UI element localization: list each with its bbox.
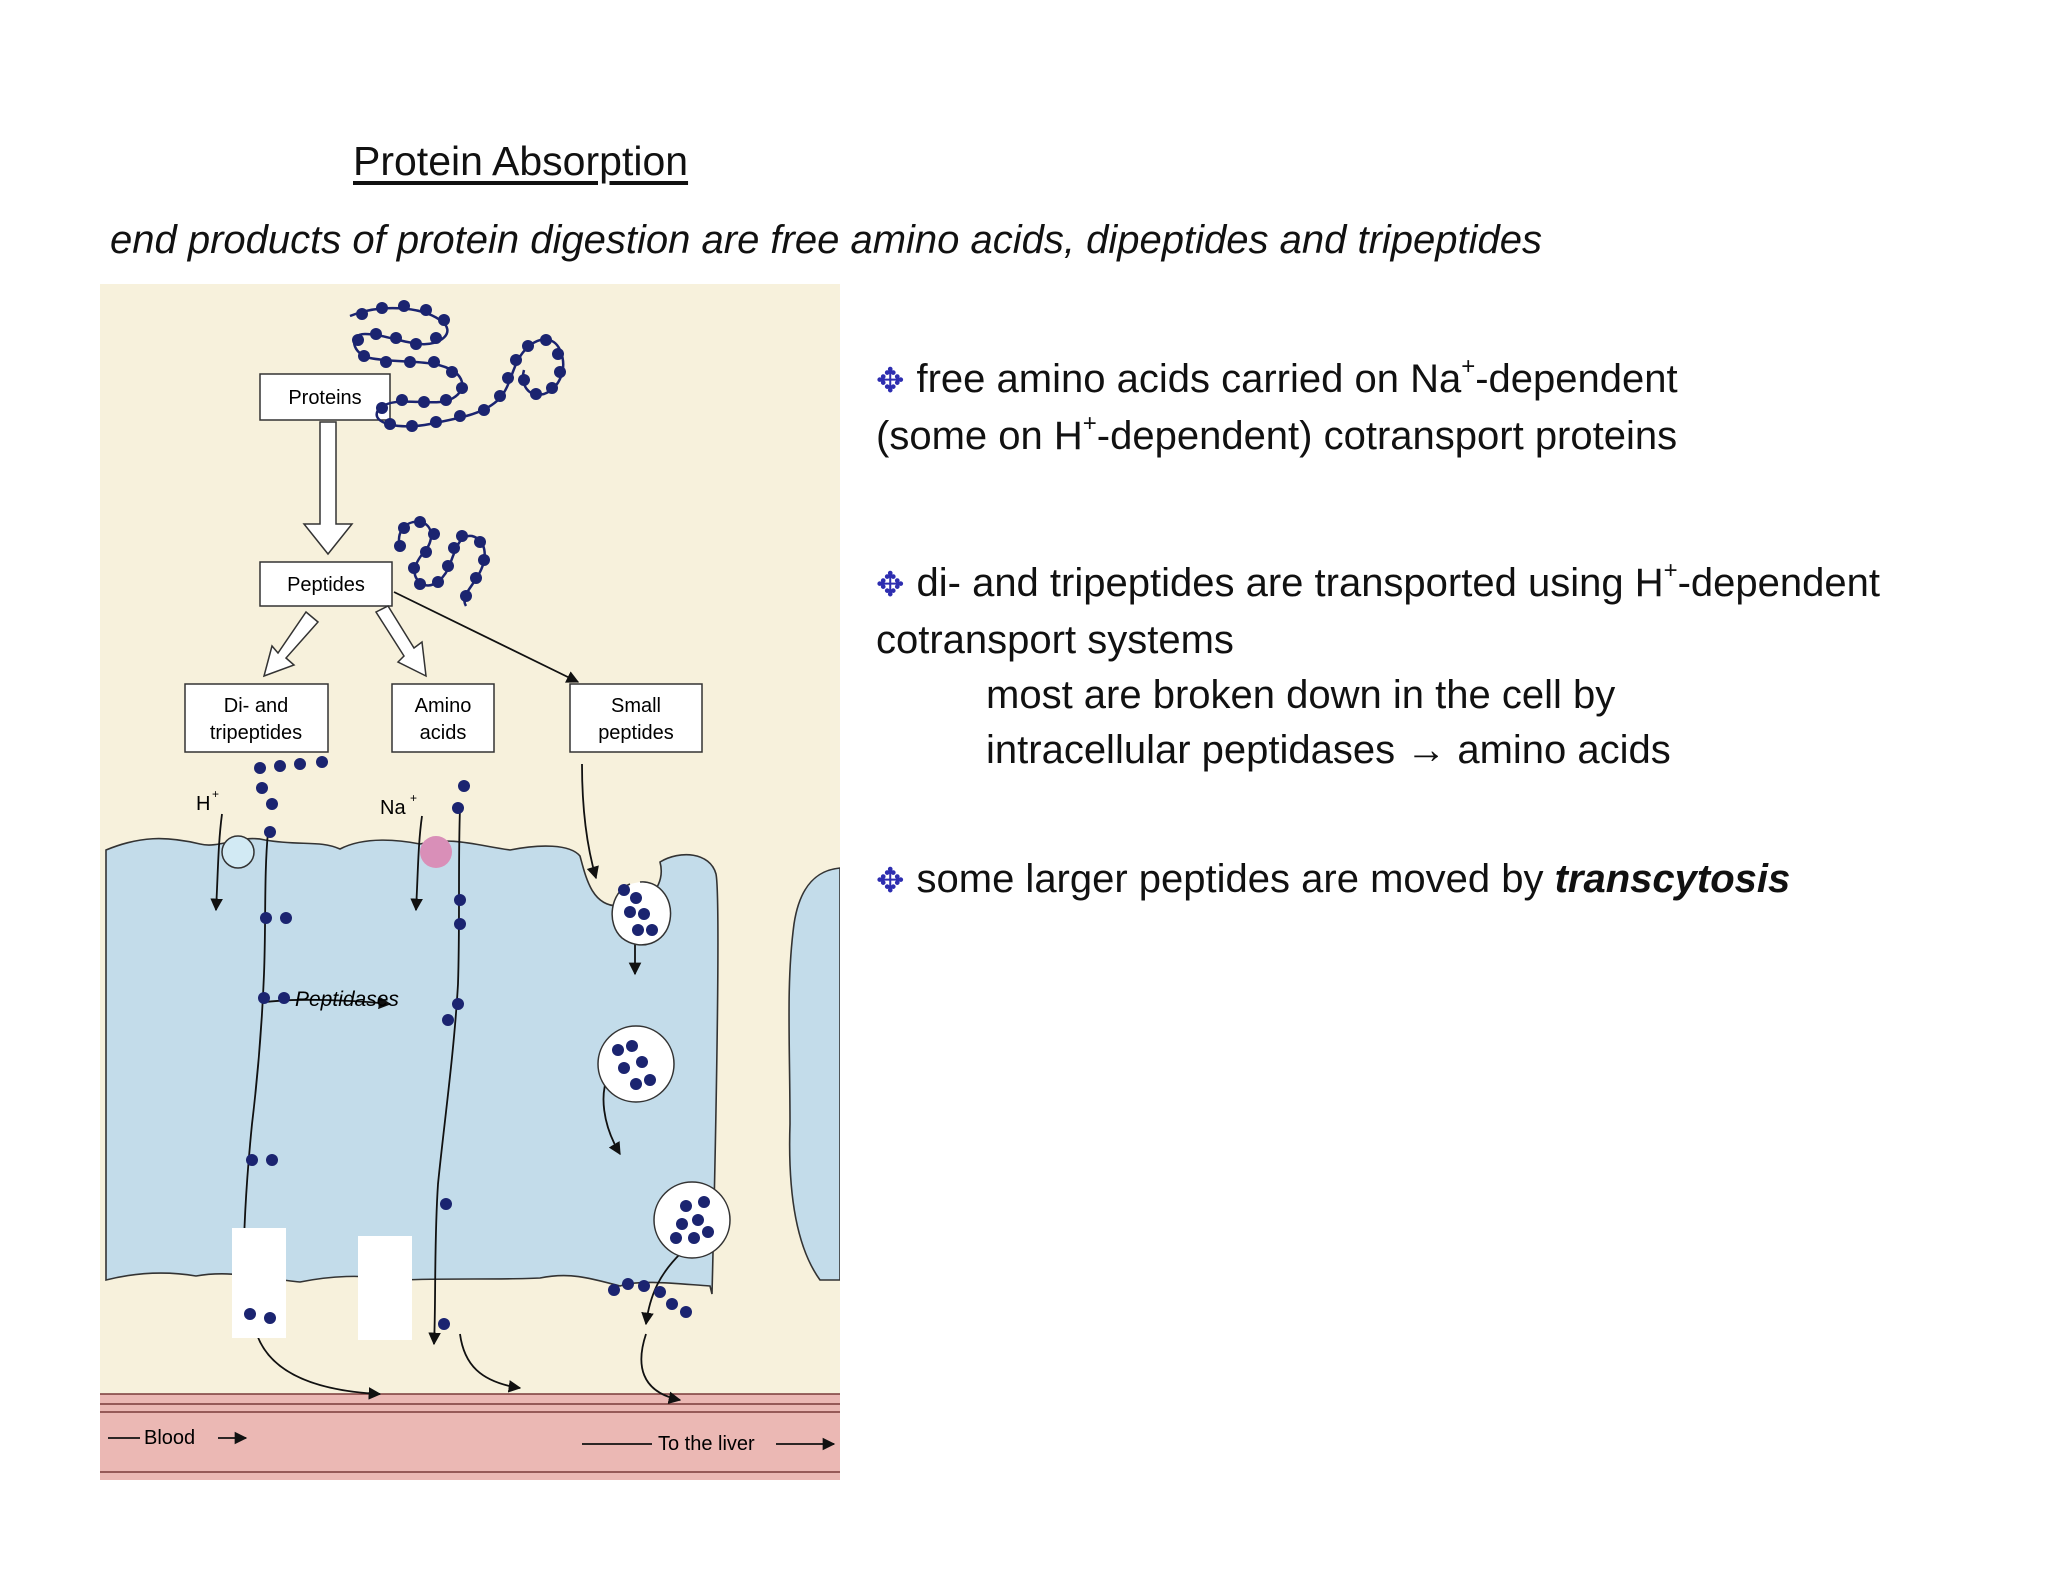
- amino-acid-bead: [454, 894, 466, 906]
- amino-acid-bead: [688, 1232, 700, 1244]
- amino-acids-label-2: acids: [419, 722, 467, 744]
- amino-acid-bead: [530, 388, 542, 400]
- bullet-3-emphasis: transcytosis: [1554, 857, 1791, 901]
- h-ion-label: H: [196, 793, 211, 815]
- amino-acid-bead: [510, 354, 522, 366]
- amino-acid-bead: [316, 756, 328, 768]
- amino-acid-bead: [452, 802, 464, 814]
- bullet-1-sup-2: +: [1082, 410, 1097, 437]
- small-peptides-label-2: peptides: [598, 722, 674, 744]
- bullet-2: [876, 556, 2026, 778]
- amino-acid-bead: [420, 304, 432, 316]
- bullet-1: [876, 352, 2026, 464]
- amino-acid-bead: [278, 992, 290, 1004]
- amino-acid-bead: [698, 1196, 710, 1208]
- bullet-2-sub-1: most are broken down in the cell by: [986, 673, 1616, 717]
- bullet-1-text-a: free amino acids carried on Na: [916, 357, 1462, 401]
- amino-acid-bead: [692, 1214, 704, 1226]
- h-ion-charge: +: [212, 787, 220, 801]
- amino-acid-bead: [440, 394, 452, 406]
- amino-acid-bead: [404, 356, 416, 368]
- amino-acid-bead: [502, 372, 514, 384]
- amino-acid-bead: [546, 382, 558, 394]
- amino-acid-bead: [258, 992, 270, 1004]
- amino-acid-bead: [608, 1284, 620, 1296]
- amino-acid-bead: [448, 542, 460, 554]
- amino-acid-bead: [552, 348, 564, 360]
- amino-acid-bead: [440, 1198, 452, 1210]
- amino-acid-bead: [246, 1154, 258, 1166]
- amino-acid-bead: [428, 356, 440, 368]
- amino-acid-bead: [630, 1078, 642, 1090]
- amino-acid-bead: [430, 332, 442, 344]
- neighbor-cell-edge: [789, 868, 840, 1280]
- amino-acid-bead: [264, 1312, 276, 1324]
- amino-acid-bead: [390, 332, 402, 344]
- amino-acid-bead: [456, 530, 468, 542]
- amino-acid-bead: [632, 924, 644, 936]
- amino-acid-bead: [358, 350, 370, 362]
- amino-acid-bead: [618, 884, 630, 896]
- amino-acid-bead: [370, 328, 382, 340]
- amino-acid-bead: [418, 396, 430, 408]
- amino-acid-bead: [274, 760, 286, 772]
- amino-acid-bead: [438, 314, 450, 326]
- amino-acid-bead: [454, 918, 466, 930]
- amino-acid-bead: [540, 334, 552, 346]
- amino-acid-bead: [630, 892, 642, 904]
- di-tripeptides-label-1: Di- and: [223, 695, 289, 717]
- amino-acid-bead: [474, 536, 486, 548]
- amino-acid-bead: [622, 1278, 634, 1290]
- amino-acid-bead: [280, 912, 292, 924]
- amino-acid-bead: [612, 1044, 624, 1056]
- amino-acid-bead: [352, 334, 364, 346]
- bullet-1-text-c: (some on H: [876, 414, 1083, 458]
- amino-acid-bead: [680, 1200, 692, 1212]
- amino-acid-bead: [618, 1062, 630, 1074]
- amino-acid-bead: [442, 560, 454, 572]
- amino-acid-bead: [638, 1280, 650, 1292]
- amino-acid-bead: [654, 1286, 666, 1298]
- blood-label: Blood: [144, 1427, 196, 1449]
- amino-acid-bead: [264, 826, 276, 838]
- amino-acid-bead: [244, 1308, 256, 1320]
- amino-acid-bead: [396, 394, 408, 406]
- amino-acid-bead: [676, 1218, 688, 1230]
- amino-acid-bead: [454, 410, 466, 422]
- amino-acid-bead: [452, 998, 464, 1010]
- bullet-2-text-b: -dependent: [1677, 561, 1881, 605]
- bullet-2-sub-2: intracellular peptidases → amino acids: [986, 728, 1671, 772]
- amino-acid-bead: [356, 308, 368, 320]
- bullet-1-marker-icon: ✥: [876, 362, 905, 400]
- di-tripeptides-label-2: tripeptides: [209, 722, 303, 744]
- amino-acid-bead: [256, 782, 268, 794]
- amino-acid-bead: [428, 528, 440, 540]
- amino-acid-bead: [410, 338, 422, 350]
- amino-acid-bead: [638, 908, 650, 920]
- amino-acid-bead: [456, 382, 468, 394]
- amino-acid-bead: [460, 590, 472, 602]
- amino-acid-bead: [518, 374, 530, 386]
- bullet-1-sup-1: +: [1461, 353, 1476, 380]
- amino-acid-bead: [266, 798, 278, 810]
- bullet-2-sup: +: [1663, 557, 1678, 584]
- amino-acid-bead: [494, 390, 506, 402]
- amino-acid-bead: [478, 404, 490, 416]
- amino-acid-bead: [384, 418, 396, 430]
- bullet-3-text: some larger peptides are moved by: [916, 857, 1555, 901]
- amino-acid-bead: [644, 1074, 656, 1086]
- bullet-2-text-a: di- and tripeptides are transported using H: [916, 561, 1664, 605]
- amino-acid-bead: [294, 758, 306, 770]
- amino-acid-bead: [646, 924, 658, 936]
- bullet-2-marker-icon: ✥: [876, 566, 905, 604]
- bullet-2-text-c: cotransport systems: [876, 618, 1234, 662]
- amino-acid-bead: [624, 906, 636, 918]
- amino-acid-bead: [680, 1306, 692, 1318]
- amino-acid-bead: [414, 516, 426, 528]
- amino-acid-bead: [438, 1318, 450, 1330]
- masked-region-2: [358, 1236, 412, 1340]
- amino-acid-bead: [260, 912, 272, 924]
- peptides-label: Peptides: [287, 574, 365, 596]
- liver-label: To the liver: [658, 1433, 755, 1455]
- bullet-1-text-d: -dependent) cotransport proteins: [1096, 414, 1678, 458]
- amino-acid-bead: [398, 522, 410, 534]
- amino-acid-bead: [266, 1154, 278, 1166]
- bullet-3: [876, 852, 2026, 909]
- amino-acid-bead: [458, 780, 470, 792]
- amino-acid-bead: [554, 366, 566, 378]
- amino-acid-bead: [636, 1056, 648, 1068]
- protein-absorption-diagram: [100, 284, 840, 1480]
- slide-subtitle: end products of protein digestion are free amino acids, dipeptides and tripeptides: [110, 218, 1543, 262]
- peptidases-label: Peptidases: [295, 988, 399, 1011]
- bullet-1-text-b: -dependent: [1475, 357, 1678, 401]
- amino-acid-bead: [414, 578, 426, 590]
- amino-acid-bead: [380, 356, 392, 368]
- amino-acid-bead: [666, 1298, 678, 1310]
- amino-acid-bead: [376, 302, 388, 314]
- amino-acid-bead: [398, 300, 410, 312]
- amino-acid-bead: [470, 572, 482, 584]
- amino-acid-bead: [394, 540, 406, 552]
- amino-acid-bead: [254, 762, 266, 774]
- amino-acids-label-1: Amino: [414, 695, 472, 717]
- amino-acid-bead: [442, 1014, 454, 1026]
- amino-acid-bead: [626, 1040, 638, 1052]
- amino-acid-bead: [432, 576, 444, 588]
- small-peptides-label-1: Small: [610, 695, 662, 717]
- na-ion-charge: +: [410, 791, 418, 805]
- masked-region-1: [232, 1228, 286, 1338]
- amino-acid-bead: [430, 416, 442, 428]
- bullet-3-marker-icon: ✥: [876, 862, 905, 900]
- amino-acid-bead: [446, 366, 458, 378]
- bullet-list: [876, 352, 2026, 909]
- amino-acid-bead: [406, 420, 418, 432]
- na-ion-label: Na: [380, 797, 406, 819]
- amino-acid-bead: [420, 546, 432, 558]
- amino-acid-bead: [478, 554, 490, 566]
- slide-title: Protein Absorption: [353, 138, 689, 184]
- transport-vesicle: [598, 1026, 674, 1102]
- amino-acid-bead: [522, 340, 534, 352]
- proteins-label: Proteins: [288, 387, 362, 409]
- amino-acid-bead: [702, 1226, 714, 1238]
- amino-acid-bead: [408, 562, 420, 574]
- amino-acid-bead: [376, 402, 388, 414]
- amino-acid-bead: [670, 1232, 682, 1244]
